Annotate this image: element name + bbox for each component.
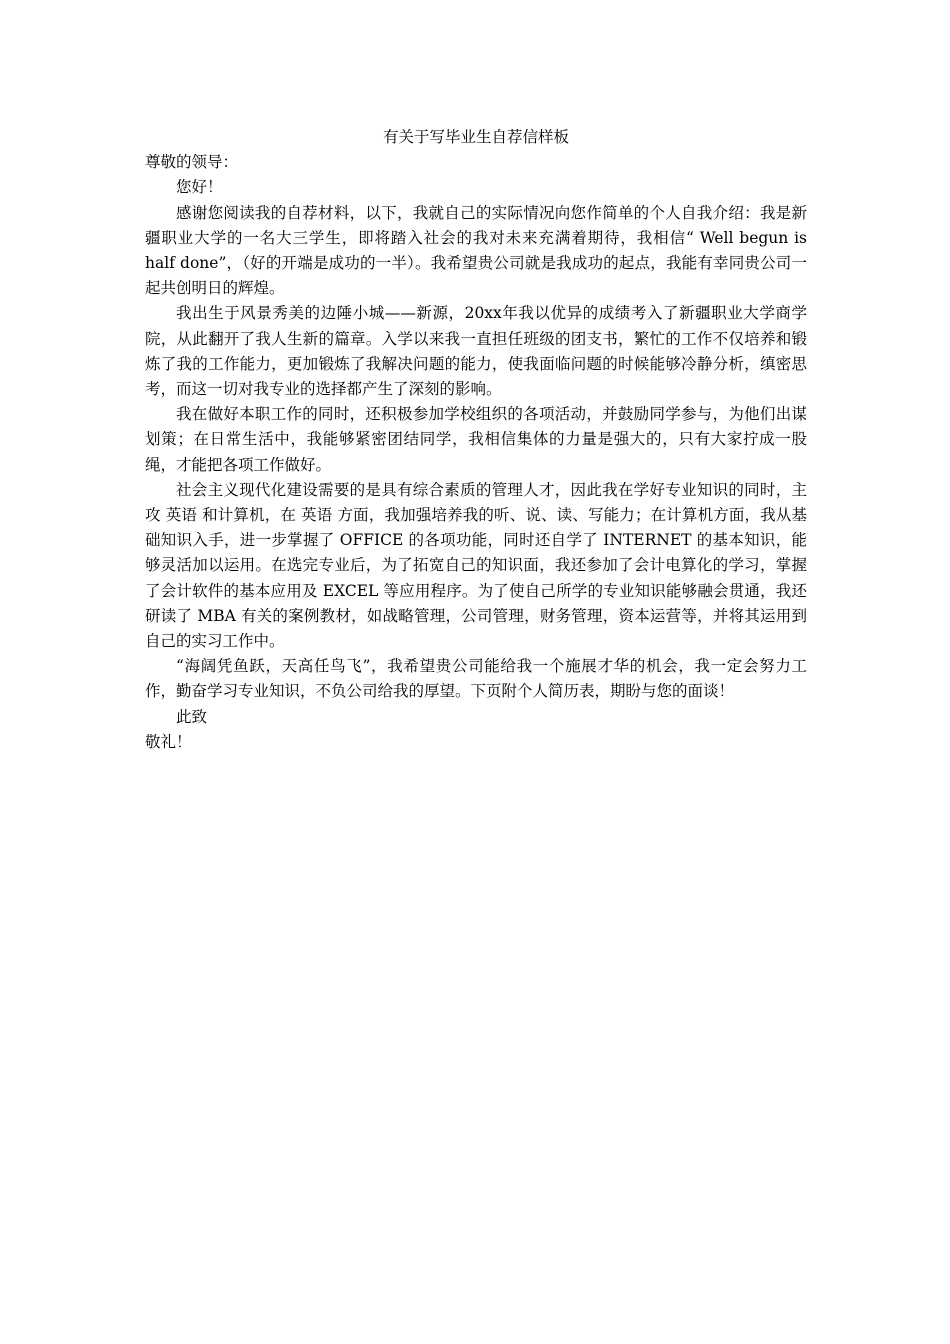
paragraph-intro: 感谢您阅读我的自荐材料，以下，我就自己的实际情况向您作简单的个人自我介绍：我是新疆职业大学的一名大三学生，即将踏入社会的我对未来充满着期待，我相信“ Well begun is half done”，（好的开端是成功的一半）。我希望贵公司就是我成功的起点，我能有幸同贵公司一起共创明日的辉煌。 (145, 203, 807, 298)
document-title: 有关于写毕业生自荐信样板 (382, 128, 569, 146)
paragraph-conclusion: “海阔凭鱼跃，天高任鸟飞”，我希望贵公司能给我一个施展才华的机会，我一定会努力工作，勤奋学习专业知识，不负公司给我的厚望。下页附个人简历表，期盼与您的面谈！ (145, 657, 807, 701)
letter-body (145, 125, 807, 755)
regards: 敬礼！ (145, 732, 192, 751)
paragraph-background: 我出生于风景秀美的边陲小城——新源，20xx年我以优异的成绩考入了新疆职业大学商学院，从此翻开了我人生新的篇章。入学以来我一直担任班级的团支书，繁忙的工作不仅培养和锻炼了我的工作能力，更加锻炼了我解决问题的能力，使我面临问题的时候能够冷静分析，缜密思考，而这一切对我专业的选择都产生了深刻的影响。 (145, 304, 807, 399)
paragraph-skills: 社会主义现代化建设需要的是具有综合素质的管理人才，因此我在学好专业知识的同时，主攻 英语 和计算机，在 英语 方面，我加强培养我的听、说、读、写能力；在计算机方面，我从基础知识入手，进一步掌握了 OFFICE 的各项功能，同时还自学了 INTERNET 的基本知识，能够灵活加以运用。在选完专业后，为了拓宽自己的知识面，我还参加了会计电算化的学习，掌握了会计软件的基本应用及 EXCEL 等应用程序。为了使自己所学的专业知识能够融会贯通，我还研读了 MBA 有关的案例教材，如战略管理，公司管理，财务管理，资本运营等，并将其运用到自己的实习工作中。 (145, 480, 807, 651)
salutation: 尊敬的领导： (145, 153, 239, 172)
closing: 此致 (176, 707, 208, 726)
paragraph-activities: 我在做好本职工作的同时，还积极参加学校组织的各项活动，并鼓励同学参与，为他们出谋划策；在日常生活中，我能够紧密团结同学，我相信集体的力量是强大的，只有大家拧成一股绳，才能把各项工作做好。 (145, 405, 807, 474)
greeting: 您好！ (176, 178, 223, 197)
